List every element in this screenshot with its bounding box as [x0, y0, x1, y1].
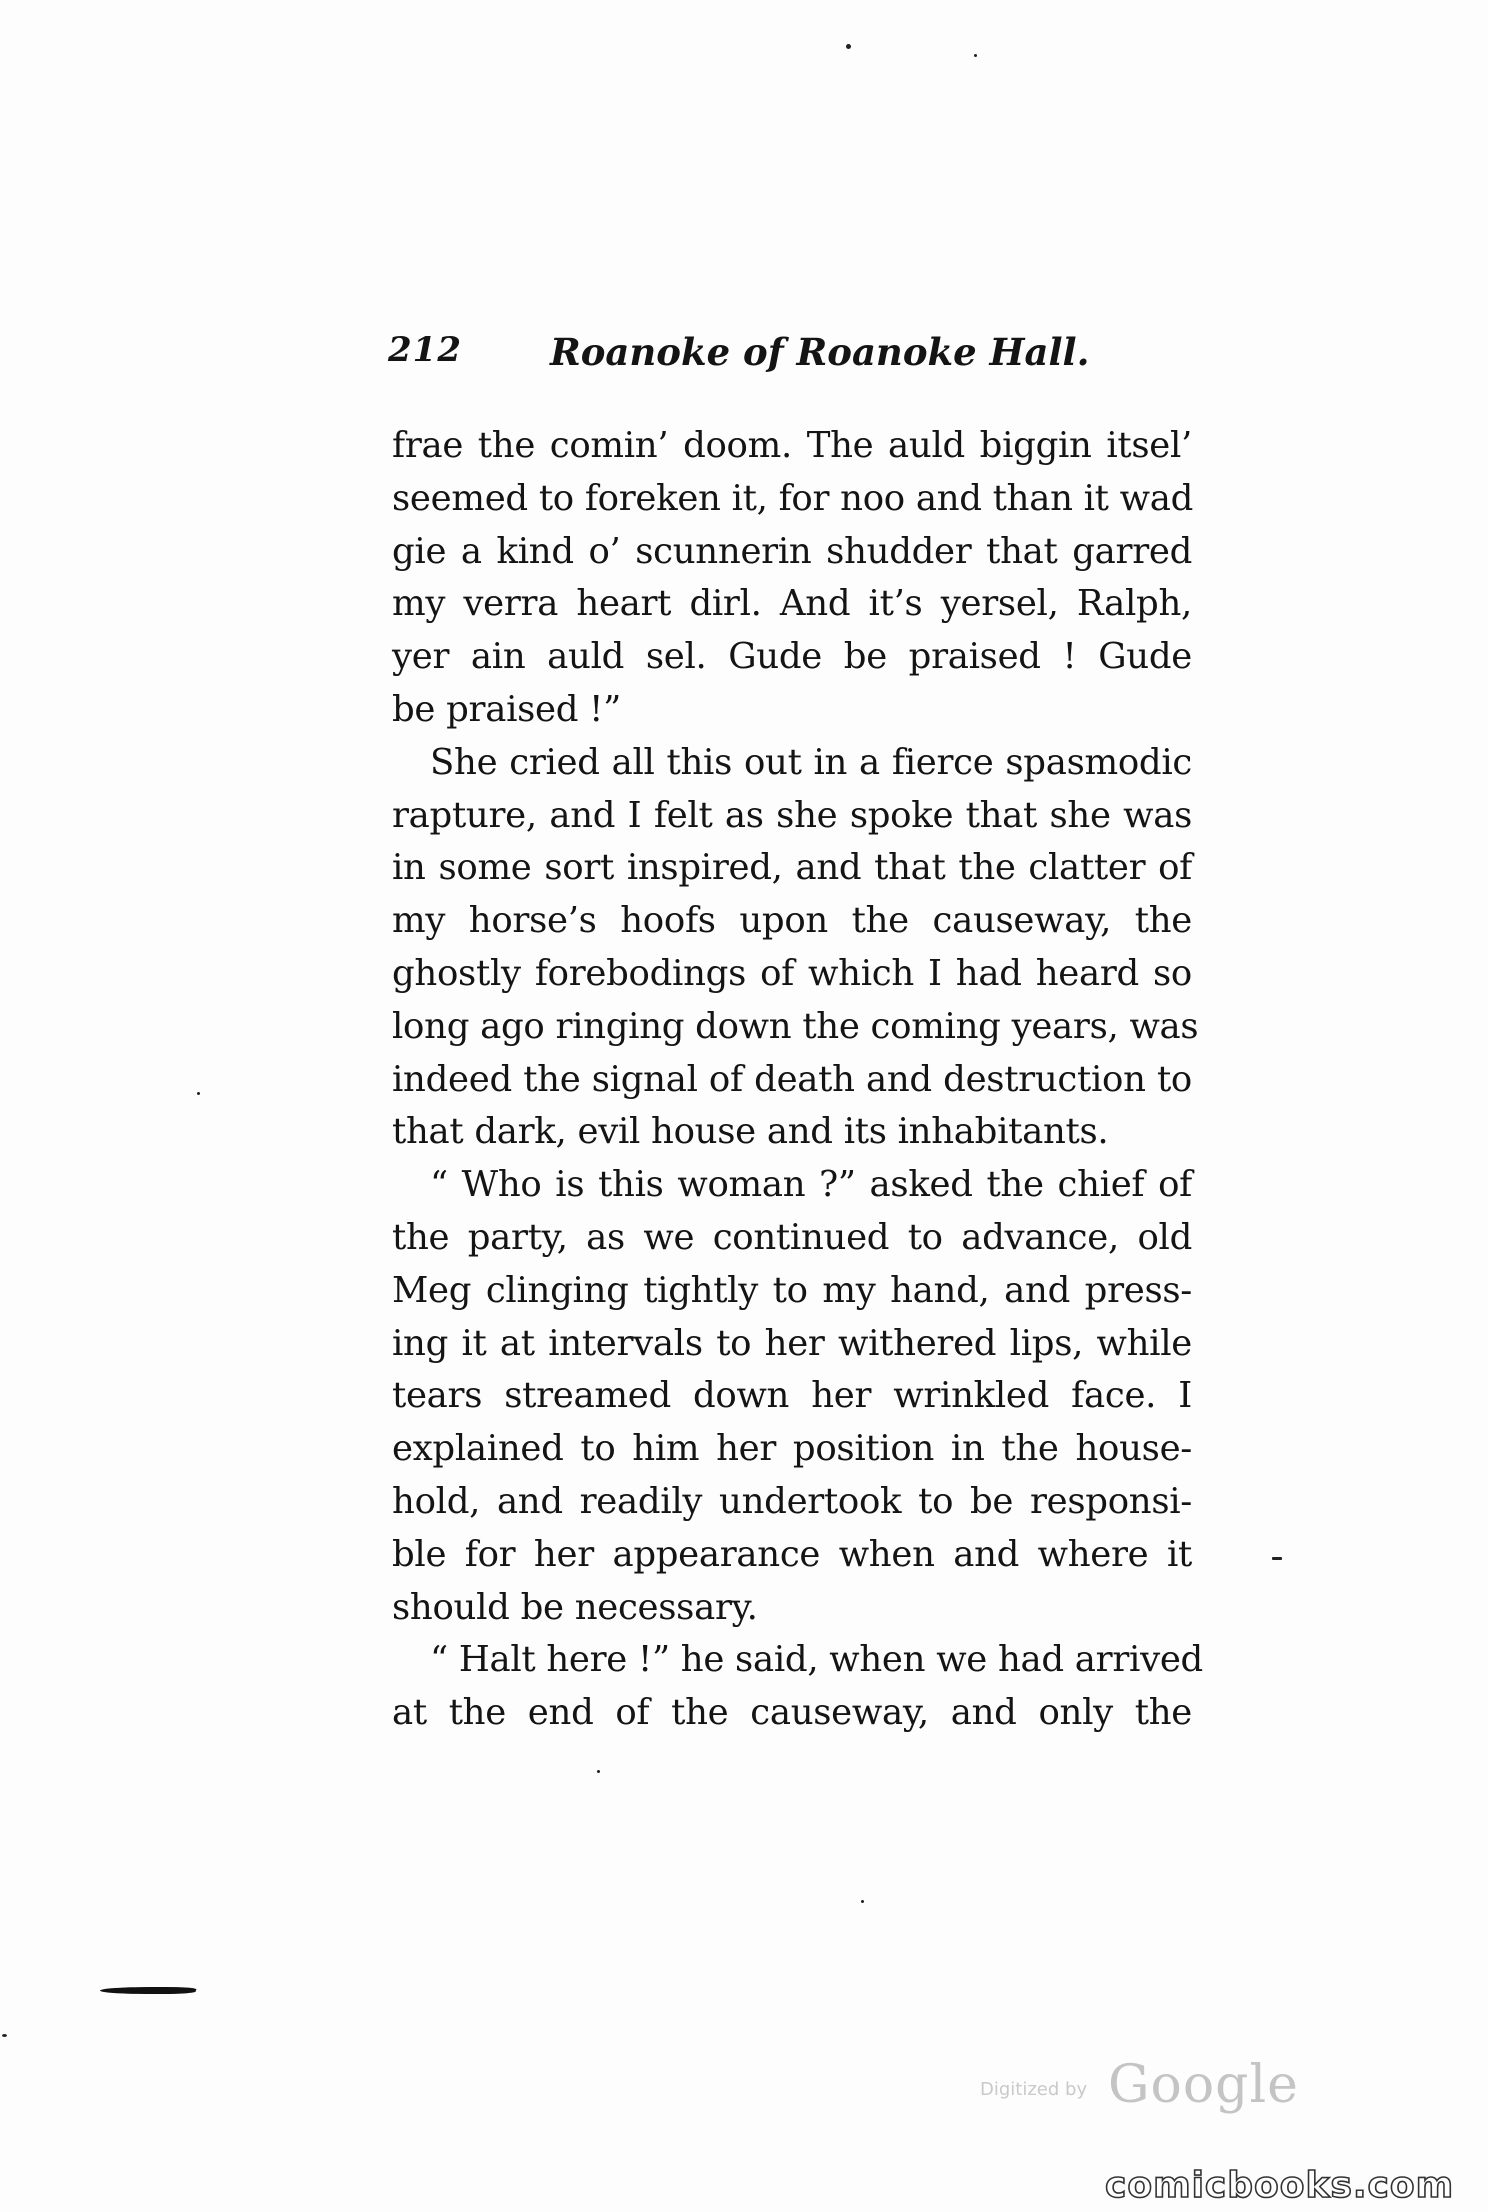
running-title: Roanoke of Roanoke Hall.: [550, 330, 1090, 374]
text-line: long ago ringing down the coming years, was: [392, 1005, 1199, 1047]
scan-smudge: [99, 1987, 198, 1994]
text-line: frae the comin’ doom. The auld biggin itsel’: [392, 425, 1192, 466]
scan-speck: [974, 54, 977, 57]
site-watermark: comicbooks.com: [1105, 2165, 1455, 2206]
text-line: tears streamed down her wrinkled face. I: [392, 1375, 1192, 1417]
text-line: “ Halt here !” he said, when we had arrived: [430, 1639, 1203, 1681]
scan-speck: [861, 1900, 864, 1903]
text-line: that dark, evil house and its inhabitants.: [392, 1111, 1109, 1153]
text-line: gie a kind o’ scunnerin shudder that garred: [392, 530, 1192, 572]
text-line: ble for her appearance when and where it: [392, 1533, 1192, 1575]
text-line: yer ain auld sel. Gude be praised ! Gude: [392, 636, 1192, 678]
text-line: “ Who is this woman ?” asked the chief of: [430, 1164, 1192, 1206]
text-line: at the end of the causeway, and only the: [392, 1692, 1192, 1734]
text-line: She cried all this out in a fierce spasmodic: [430, 741, 1192, 783]
text-line: my horse’s hoofs upon the causeway, the: [392, 900, 1192, 942]
text-line: should be necessary.: [392, 1586, 758, 1628]
text-line: rapture, and I felt as she spoke that she was: [392, 794, 1192, 836]
scan-speck: [597, 1770, 600, 1773]
scan-speck: [846, 44, 851, 49]
digitized-by-google-mark: [980, 2055, 1300, 2115]
text-line: seemed to foreken it, for noo and than it wad: [392, 477, 1194, 519]
text-line: my verra heart dirl. And it’s yersel, Ralph,: [392, 583, 1192, 625]
text-line: hold, and readily undertook to be responsi-: [392, 1480, 1192, 1522]
text-line: the party, as we continued to advance, old: [392, 1216, 1192, 1258]
scan-speck: [197, 1092, 200, 1095]
body-text: [392, 420, 1203, 1740]
scan-speck: [1272, 1557, 1282, 1560]
text-line: ghostly forebodings of which I had heard so: [392, 952, 1192, 994]
text-line: indeed the signal of death and destruction to: [392, 1058, 1192, 1100]
page-number: 212: [388, 330, 462, 370]
google-logo: Google: [1108, 2055, 1299, 2115]
text-line: Meg clinging tightly to my hand, and press-: [392, 1269, 1192, 1311]
text-line: be praised !”: [392, 688, 621, 730]
digitized-by-label: Digitized by: [980, 2079, 1088, 2100]
text-line: in some sort inspired, and that the clatter of: [392, 847, 1192, 889]
text-line: ing it at intervals to her withered lips, while: [392, 1322, 1192, 1364]
text-line: explained to him her position in the house-: [392, 1428, 1192, 1470]
page-header: [388, 330, 1188, 390]
scan-speck: [2, 2034, 7, 2037]
